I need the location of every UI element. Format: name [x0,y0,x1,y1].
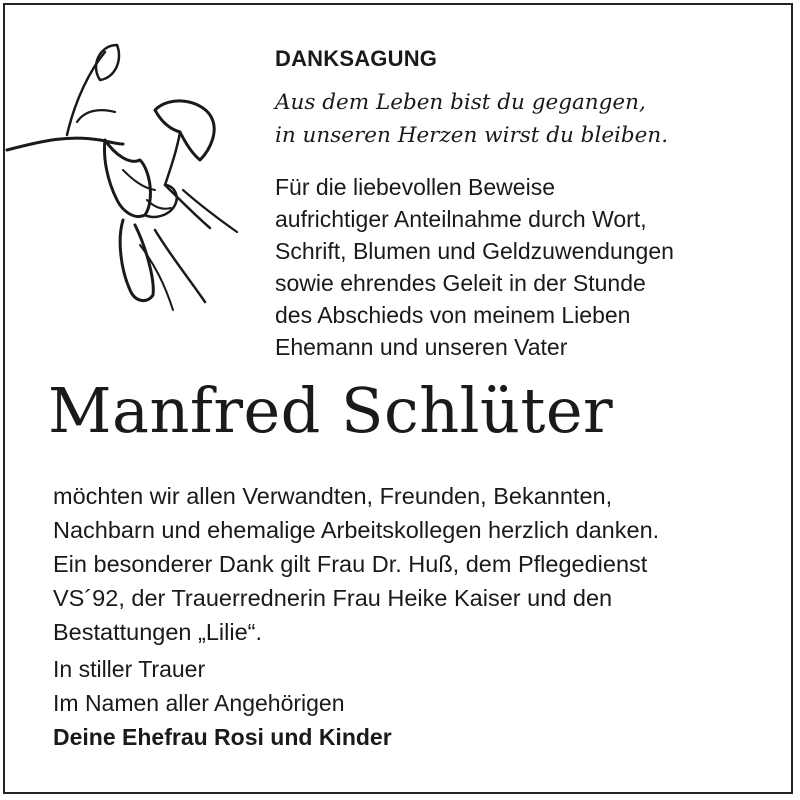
thanks-line: VS´92, der Trauerrednerin Frau Heike Kaiser und den [53,585,613,611]
motto-line: in unseren Herzen wirst du bleiben. [275,123,669,148]
motto-line: Aus dem Leben bist du gegangen, [275,90,646,115]
intro-line: sowie ehrendes Geleit in der Stunde [275,270,646,296]
thanks-line: möchten wir allen Verwandten, Freunden, Bekannten, [53,483,613,509]
signature: Deine Ehefrau Rosi und Kinder [53,724,392,750]
thanks-line: Nachbarn und ehemalige Arbeitskollegen herzlich danken. [53,517,660,543]
intro-line: aufrichtiger Anteilnahme durch Wort, [275,206,647,232]
thanks-line: Ein besonderer Dank gilt Frau Dr. Huß, dem Pflegedienst [53,551,648,577]
notice-heading: DANKSAGUNG [275,46,438,71]
thanks-text [53,479,659,649]
closing-line: In stiller Trauer [53,656,206,682]
motto [275,86,668,152]
intro-line: des Abschieds von meinem Lieben [275,302,631,328]
closing-block [53,652,392,754]
intro-line: Schrift, Blumen und Geldzuwendungen [275,238,674,264]
flower-sketch-icon [5,40,255,315]
thanks-line: Bestattungen „Lilie“. [53,619,263,645]
deceased-name: Manfred Schlüter [48,374,614,447]
closing-line: Im Namen aller Angehörigen [53,690,345,716]
intro-line: Für die liebevollen Beweise [275,174,555,200]
intro-text [275,171,674,363]
intro-line: Ehemann und unseren Vater [275,334,568,360]
